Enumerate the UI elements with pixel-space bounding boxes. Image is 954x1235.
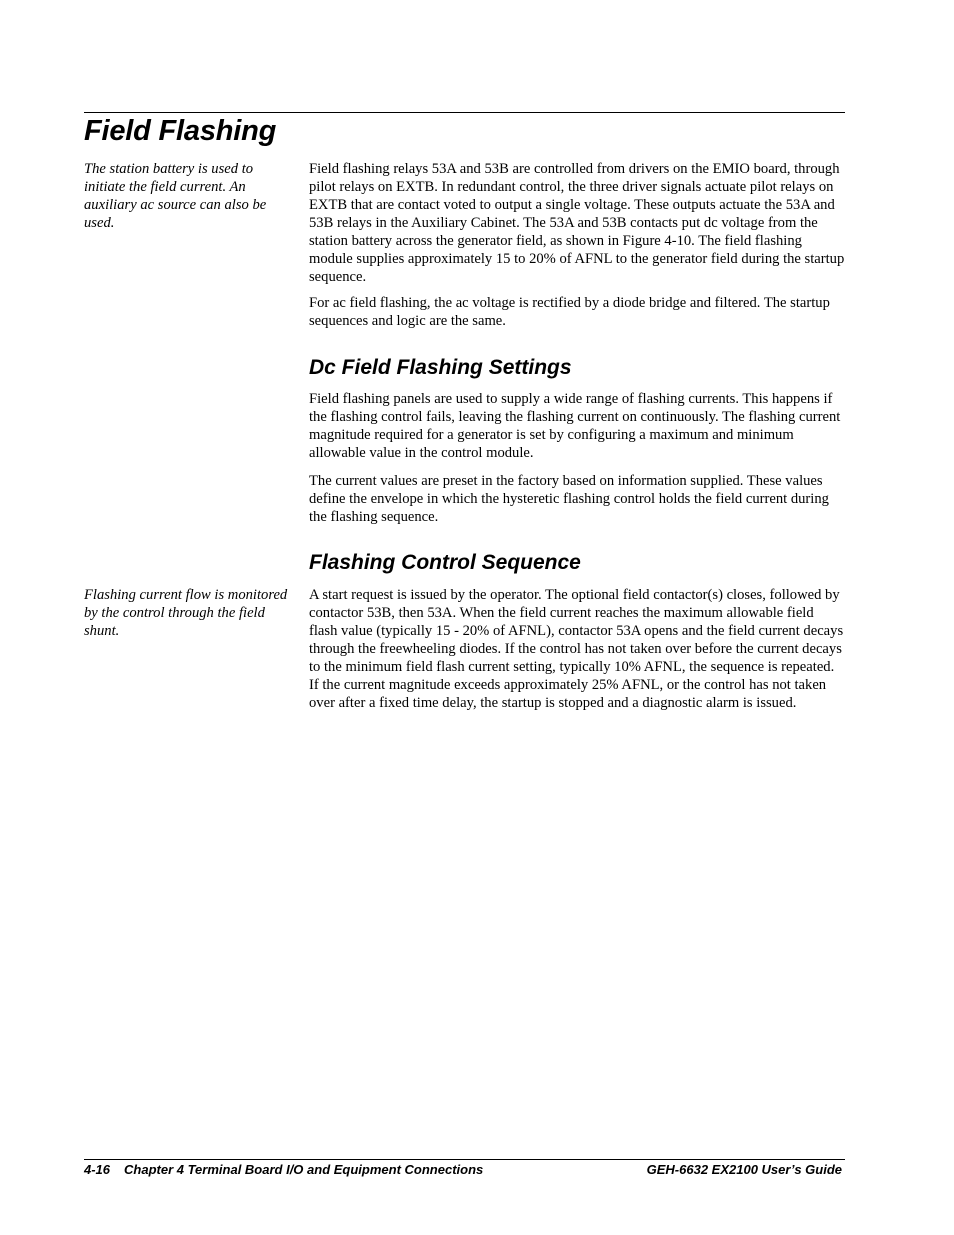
paragraph-control-sequence: A start request is issued by the operator. The optional field contactor(s) closes, followed by contactor 53B, then 53A. When the field current reaches the maximum allowable field flash value (typically 15 - 20% of AFNL), contactor 53A opens and the field current decays through the freewheeling diodes. If the control has not taken over before the current decays to the minimum field flash current setting, typically 10% AFNL, the sequence is repeated. If the current magnitude exceeds approximately 25% AFNL, or the control has not taken over after a fixed time delay, the startup is stopped and a diagnostic alarm is issued.	[309, 587, 844, 711]
side-note-battery: The station battery is used to initiate the field current. An auxiliary ac source can also be used.	[84, 161, 267, 231]
footer-chapter: Chapter 4 Terminal Board I/O and Equipment Connections	[124, 1162, 484, 1177]
paragraph-ac-flashing: For ac field flashing, the ac voltage is rectified by a diode bridge and filtered. The startup sequences and logic are the same.	[309, 295, 830, 329]
side-note-current-flow: Flashing current flow is monitored by the control through the field shunt.	[84, 587, 288, 639]
bottom-rule	[84, 1159, 845, 1160]
footer-left	[84, 1162, 483, 1178]
subheading-control-sequence: Flashing Control Sequence	[309, 551, 581, 574]
section-title: Field Flashing	[84, 115, 277, 147]
subheading-dc-settings: Dc Field Flashing Settings	[309, 356, 572, 379]
paragraph-dc-settings-2: The current values are preset in the factory based on information supplied. These values define the envelope in which the hysteretic flashing control holds the field current during the flashing sequence.	[309, 473, 829, 525]
paragraph-relays: Field flashing relays 53A and 53B are controlled from drivers on the EMIO board, through pilot relays on EXTB. In redundant control, the three driver signals actuate pilot relays on EXTB that are contact voted to output a single voltage. These outputs actuate the 53A and 53B relays in the Auxiliary Cabinet. The 53A and 53B contacts put dc voltage from the station battery across the generator field, as shown in Figure 4-10. The field flashing module supplies approximately 15 to 20% of AFNL to the generator field during the startup sequence.	[309, 161, 845, 285]
footer-page-number: 4-16	[84, 1162, 111, 1177]
footer-guide: GEH-6632 EX2100 User’s Guide	[646, 1162, 842, 1177]
paragraph-dc-settings-1: Field flashing panels are used to supply a wide range of flashing currents. This happens if the flashing control fails, leaving the flashing current on continuously. The flashing current magnitude required for a generator is set by configuring a maximum and minimum allowable value in the control module.	[309, 391, 841, 461]
